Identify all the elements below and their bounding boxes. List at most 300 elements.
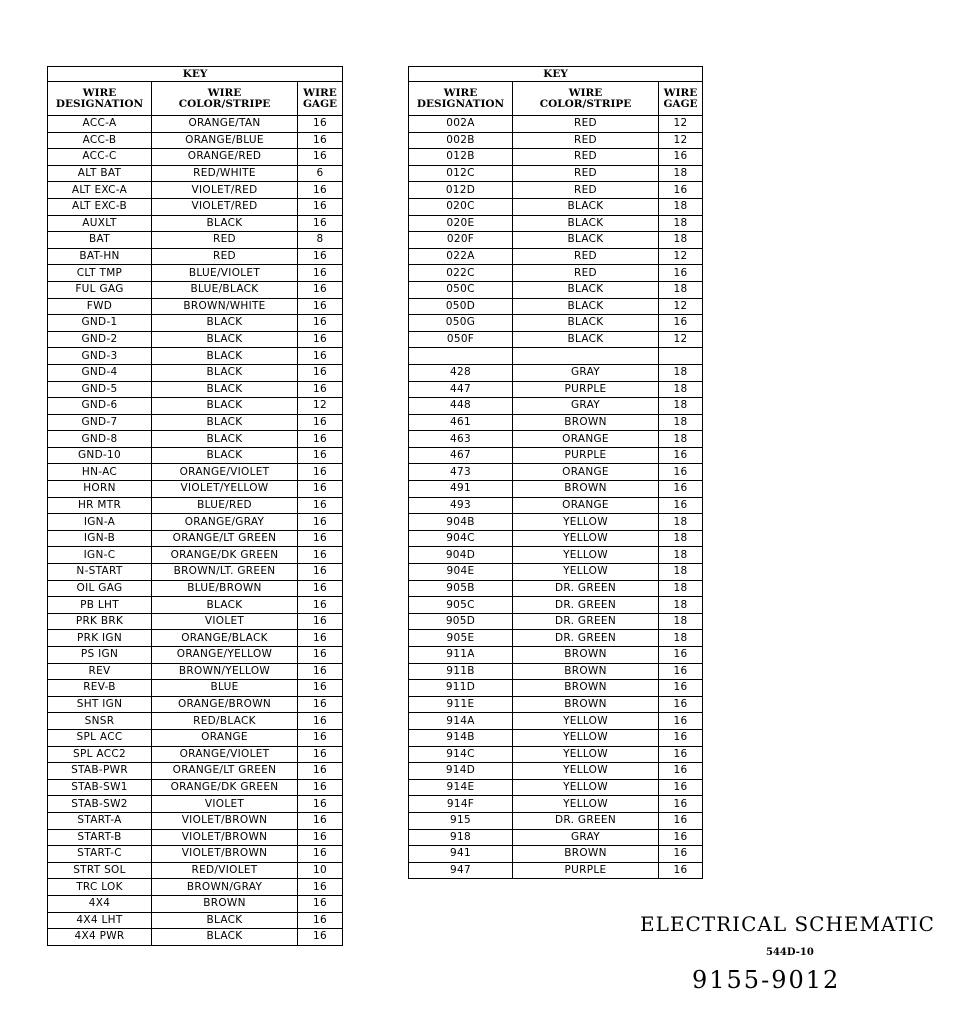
wire-designation-cell: 002A — [409, 116, 513, 133]
wire-color-cell: ORANGE/TAN — [152, 116, 298, 133]
table-row — [409, 846, 703, 863]
wire-color-cell: DR. GREEN — [513, 812, 659, 829]
table-row — [48, 182, 343, 199]
wire-designation-cell: STAB-SW2 — [48, 796, 152, 813]
wire-color-cell: ORANGE/DK GREEN — [152, 779, 298, 796]
wire-color-cell: YELLOW — [513, 713, 659, 730]
wire-designation-cell: IGN-C — [48, 547, 152, 564]
wire-gage-cell: 16 — [298, 265, 343, 282]
wire-designation-cell: PB LHT — [48, 597, 152, 614]
wire-color-cell: BLACK — [513, 232, 659, 249]
table-row — [409, 829, 703, 846]
wire-designation-cell: ACC-B — [48, 132, 152, 149]
wire-designation-cell: 022A — [409, 248, 513, 265]
wire-gage-cell: 16 — [659, 796, 703, 813]
wire-designation-cell: 914D — [409, 763, 513, 780]
wire-gage-cell: 16 — [298, 746, 343, 763]
wire-designation-cell: ALT EXC-B — [48, 198, 152, 215]
table-row — [48, 895, 343, 912]
wire-color-cell: BLACK — [152, 431, 298, 448]
table-row — [48, 431, 343, 448]
wire-color-cell: BLACK — [513, 215, 659, 232]
wire-designation-cell: 050F — [409, 331, 513, 348]
table-row — [48, 564, 343, 581]
wire-designation-cell: FWD — [48, 298, 152, 315]
table-row — [409, 530, 703, 547]
wire-gage-cell: 16 — [298, 381, 343, 398]
table-row — [409, 729, 703, 746]
wire-color-cell: RED — [152, 248, 298, 265]
wire-color-cell: BLACK — [152, 929, 298, 946]
wire-color-cell: BROWN — [513, 647, 659, 664]
wire-gage-cell: 18 — [659, 198, 703, 215]
wire-color-cell: RED — [513, 248, 659, 265]
wire-designation-cell: 904E — [409, 564, 513, 581]
col-header-gage: WIRE GAGE — [298, 82, 343, 116]
table-row — [409, 597, 703, 614]
wire-gage-cell: 16 — [659, 680, 703, 697]
table-row — [48, 331, 343, 348]
wire-gage-cell — [659, 348, 703, 365]
wire-gage-cell: 18 — [659, 547, 703, 564]
wire-color-cell: ORANGE/YELLOW — [152, 647, 298, 664]
wire-color-cell: VIOLET — [152, 613, 298, 630]
wire-color-cell: ORANGE — [513, 464, 659, 481]
wire-color-cell: YELLOW — [513, 514, 659, 531]
table-row — [409, 696, 703, 713]
wire-gage-cell: 12 — [659, 116, 703, 133]
table-row — [48, 547, 343, 564]
wire-color-cell: BLACK — [513, 198, 659, 215]
table-row — [409, 613, 703, 630]
wire-color-cell: ORANGE/VIOLET — [152, 746, 298, 763]
wire-color-cell: RED — [513, 165, 659, 182]
wire-gage-cell: 16 — [298, 182, 343, 199]
table-row — [409, 381, 703, 398]
wire-designation-cell: FUL GAG — [48, 281, 152, 298]
wire-designation-cell: REV — [48, 663, 152, 680]
wire-gage-cell: 16 — [659, 149, 703, 166]
wire-color-cell: BLACK — [152, 912, 298, 929]
wire-designation-cell: 463 — [409, 431, 513, 448]
wire-color-cell: YELLOW — [513, 796, 659, 813]
wire-color-cell: ORANGE/RED — [152, 149, 298, 166]
wire-designation-cell: 428 — [409, 364, 513, 381]
wire-designation-cell: PRK BRK — [48, 613, 152, 630]
wire-gage-cell: 16 — [298, 929, 343, 946]
wire-designation-cell: SNSR — [48, 713, 152, 730]
table-row — [409, 232, 703, 249]
wire-gage-cell: 16 — [298, 580, 343, 597]
wire-color-cell: ORANGE — [513, 497, 659, 514]
wire-gage-cell: 18 — [659, 398, 703, 415]
wire-gage-cell: 16 — [659, 713, 703, 730]
wire-gage-cell: 16 — [298, 846, 343, 863]
table-row — [48, 165, 343, 182]
wire-designation-cell: 911E — [409, 696, 513, 713]
wire-color-cell: BLACK — [152, 447, 298, 464]
table-row — [409, 182, 703, 199]
table-row — [48, 796, 343, 813]
wire-gage-cell: 16 — [298, 696, 343, 713]
wire-gage-cell: 12 — [659, 331, 703, 348]
table-row — [409, 862, 703, 879]
wire-gage-cell: 16 — [298, 248, 343, 265]
wire-designation-cell: 904B — [409, 514, 513, 531]
wire-color-cell: VIOLET/BROWN — [152, 846, 298, 863]
table-row — [409, 779, 703, 796]
wire-designation-cell: BAT — [48, 232, 152, 249]
wire-gage-cell: 16 — [298, 630, 343, 647]
wire-color-cell: VIOLET — [152, 796, 298, 813]
wire-color-cell: ORANGE/BROWN — [152, 696, 298, 713]
wire-designation-cell: BAT-HN — [48, 248, 152, 265]
wire-key-table-right — [408, 66, 703, 879]
wire-designation-cell: HORN — [48, 481, 152, 498]
table-row — [409, 348, 703, 365]
table-row — [409, 763, 703, 780]
table-row — [409, 564, 703, 581]
wire-gage-cell: 18 — [659, 630, 703, 647]
wire-designation-cell: SPL ACC — [48, 729, 152, 746]
wire-color-cell: YELLOW — [513, 763, 659, 780]
wire-color-cell: BROWN/GRAY — [152, 879, 298, 896]
wire-color-cell: RED — [513, 182, 659, 199]
wire-gage-cell: 16 — [298, 597, 343, 614]
wire-gage-cell: 16 — [659, 812, 703, 829]
wire-gage-cell: 16 — [298, 364, 343, 381]
table-row — [409, 398, 703, 415]
wire-color-cell: YELLOW — [513, 547, 659, 564]
wire-gage-cell: 16 — [298, 132, 343, 149]
wire-designation-cell: HR MTR — [48, 497, 152, 514]
wire-designation-cell: IGN-A — [48, 514, 152, 531]
wire-color-cell: YELLOW — [513, 746, 659, 763]
wire-designation-cell: SHT IGN — [48, 696, 152, 713]
wire-color-cell: RED/WHITE — [152, 165, 298, 182]
wire-gage-cell: 16 — [298, 348, 343, 365]
wire-color-cell: ORANGE/GRAY — [152, 514, 298, 531]
wire-designation-cell: 4X4 PWR — [48, 929, 152, 946]
wire-designation-cell: 914A — [409, 713, 513, 730]
wire-color-cell: BROWN — [152, 895, 298, 912]
wire-designation-cell: PS IGN — [48, 647, 152, 664]
table-row — [48, 248, 343, 265]
wire-designation-cell: 911B — [409, 663, 513, 680]
wire-color-cell — [513, 348, 659, 365]
wire-gage-cell: 16 — [659, 746, 703, 763]
wire-gage-cell: 16 — [659, 829, 703, 846]
wire-color-cell: BLACK — [152, 348, 298, 365]
wire-designation-cell: REV-B — [48, 680, 152, 697]
wire-gage-cell: 10 — [298, 862, 343, 879]
wire-color-cell: BROWN — [513, 663, 659, 680]
table-row — [48, 265, 343, 282]
wire-designation-cell: 914B — [409, 729, 513, 746]
wire-color-cell: BLUE — [152, 680, 298, 697]
wire-gage-cell: 16 — [298, 729, 343, 746]
table-row — [48, 398, 343, 415]
wire-gage-cell: 12 — [659, 298, 703, 315]
wire-designation-cell: GND-6 — [48, 398, 152, 415]
wire-color-cell: BROWN/LT. GREEN — [152, 564, 298, 581]
wire-designation-cell: 493 — [409, 497, 513, 514]
wire-gage-cell: 16 — [298, 481, 343, 498]
col-header-color-stripe: WIRE COLOR/STRIPE — [513, 82, 659, 116]
wire-designation-cell: TRC LOK — [48, 879, 152, 896]
table-row — [409, 364, 703, 381]
wire-color-cell: BLACK — [152, 597, 298, 614]
wire-gage-cell: 16 — [298, 895, 343, 912]
wire-color-cell: BLUE/BLACK — [152, 281, 298, 298]
wire-designation-cell: 473 — [409, 464, 513, 481]
col-header-color-stripe: WIRE COLOR/STRIPE — [152, 82, 298, 116]
col-header-gage: WIRE GAGE — [659, 82, 703, 116]
wire-designation-cell: ACC-C — [48, 149, 152, 166]
wire-designation-cell: 020E — [409, 215, 513, 232]
wire-designation-cell: OIL GAG — [48, 580, 152, 597]
wire-designation-cell: 448 — [409, 398, 513, 415]
wire-designation-cell: 915 — [409, 812, 513, 829]
wire-designation-cell: 002B — [409, 132, 513, 149]
wire-color-cell: YELLOW — [513, 729, 659, 746]
wire-gage-cell: 16 — [298, 713, 343, 730]
table-row — [48, 580, 343, 597]
wire-gage-cell: 18 — [659, 613, 703, 630]
table-row — [409, 663, 703, 680]
wire-color-cell: BROWN — [513, 680, 659, 697]
wire-gage-cell: 16 — [298, 116, 343, 133]
wire-designation-cell: 914F — [409, 796, 513, 813]
table-row — [409, 265, 703, 282]
wire-designation-cell: 911D — [409, 680, 513, 697]
wire-gage-cell: 16 — [659, 846, 703, 863]
wire-gage-cell: 16 — [298, 281, 343, 298]
wire-gage-cell: 16 — [298, 464, 343, 481]
wire-gage-cell: 16 — [298, 431, 343, 448]
wire-designation-cell: 050G — [409, 315, 513, 332]
table-row — [48, 663, 343, 680]
wire-gage-cell: 8 — [298, 232, 343, 249]
table-row — [48, 530, 343, 547]
table-row — [409, 796, 703, 813]
wire-designation-cell: ALT EXC-A — [48, 182, 152, 199]
table-row — [48, 215, 343, 232]
table-row — [48, 862, 343, 879]
table-row — [48, 713, 343, 730]
wire-gage-cell: 16 — [298, 547, 343, 564]
wire-color-cell: BROWN — [513, 414, 659, 431]
table-row — [48, 912, 343, 929]
wire-gage-cell: 16 — [298, 514, 343, 531]
wire-color-cell: ORANGE — [513, 431, 659, 448]
table-row — [48, 597, 343, 614]
drawing-number: 9155-9012 — [692, 966, 841, 994]
wire-gage-cell: 16 — [298, 331, 343, 348]
table-row — [48, 746, 343, 763]
wire-gage-cell: 16 — [659, 696, 703, 713]
wire-gage-cell: 16 — [298, 564, 343, 581]
wire-designation-cell: ALT BAT — [48, 165, 152, 182]
wire-gage-cell: 18 — [659, 414, 703, 431]
wire-color-cell: VIOLET/RED — [152, 182, 298, 199]
table-row — [409, 248, 703, 265]
wire-gage-cell: 16 — [659, 729, 703, 746]
wire-gage-cell: 16 — [659, 763, 703, 780]
table-row — [48, 696, 343, 713]
wire-designation-cell: GND-2 — [48, 331, 152, 348]
wire-gage-cell: 18 — [659, 580, 703, 597]
wire-gage-cell: 18 — [659, 281, 703, 298]
table-row — [409, 298, 703, 315]
wire-designation-cell: STRT SOL — [48, 862, 152, 879]
wire-designation-cell: SPL ACC2 — [48, 746, 152, 763]
wire-gage-cell: 16 — [659, 647, 703, 664]
wire-designation-cell: 012C — [409, 165, 513, 182]
wire-color-cell: RED — [152, 232, 298, 249]
wire-gage-cell: 16 — [659, 315, 703, 332]
wire-designation-cell: START-A — [48, 812, 152, 829]
wire-gage-cell: 16 — [298, 215, 343, 232]
table-row — [48, 348, 343, 365]
table-row — [48, 846, 343, 863]
wire-designation-cell: 4X4 LHT — [48, 912, 152, 929]
wire-color-cell: ORANGE/BLUE — [152, 132, 298, 149]
wire-gage-cell: 16 — [298, 497, 343, 514]
table-row — [48, 647, 343, 664]
wire-gage-cell: 16 — [298, 796, 343, 813]
wire-designation-cell: 914E — [409, 779, 513, 796]
wire-key-table-left — [47, 66, 343, 946]
table-row — [409, 215, 703, 232]
wire-color-cell: BLUE/BROWN — [152, 580, 298, 597]
wire-color-cell: DR. GREEN — [513, 630, 659, 647]
wire-gage-cell: 16 — [659, 779, 703, 796]
table-row — [409, 447, 703, 464]
table-row — [48, 149, 343, 166]
wire-color-cell: ORANGE/BLACK — [152, 630, 298, 647]
wire-gage-cell: 16 — [298, 647, 343, 664]
wire-designation-cell: 911A — [409, 647, 513, 664]
wire-designation-cell: 012D — [409, 182, 513, 199]
wire-color-cell: ORANGE/VIOLET — [152, 464, 298, 481]
wire-designation-cell: START-B — [48, 829, 152, 846]
wire-color-cell: DR. GREEN — [513, 613, 659, 630]
wire-gage-cell: 12 — [659, 132, 703, 149]
wire-designation-cell: 918 — [409, 829, 513, 846]
wire-designation-cell: N-START — [48, 564, 152, 581]
table-row — [409, 132, 703, 149]
table-row — [48, 829, 343, 846]
wire-gage-cell: 6 — [298, 165, 343, 182]
table-row — [409, 497, 703, 514]
wire-color-cell: BLACK — [513, 281, 659, 298]
wire-designation-cell: ACC-A — [48, 116, 152, 133]
wire-color-cell: ORANGE/DK GREEN — [152, 547, 298, 564]
wire-gage-cell: 18 — [659, 597, 703, 614]
wire-color-cell: ORANGE/LT GREEN — [152, 763, 298, 780]
wire-designation-cell: GND-7 — [48, 414, 152, 431]
wire-gage-cell: 16 — [298, 812, 343, 829]
wire-designation-cell: PRK IGN — [48, 630, 152, 647]
table-row — [409, 547, 703, 564]
wire-color-cell: RED — [513, 149, 659, 166]
table-row — [48, 298, 343, 315]
wire-color-cell: RED — [513, 265, 659, 282]
wire-color-cell: BLACK — [152, 315, 298, 332]
table-row — [409, 198, 703, 215]
wire-designation-cell: AUXLT — [48, 215, 152, 232]
wire-gage-cell: 16 — [298, 447, 343, 464]
wire-color-cell: YELLOW — [513, 779, 659, 796]
wire-color-cell: ORANGE/LT GREEN — [152, 530, 298, 547]
table-row — [409, 116, 703, 133]
wire-color-cell: YELLOW — [513, 530, 659, 547]
wire-gage-cell: 16 — [659, 497, 703, 514]
table-row — [409, 812, 703, 829]
wire-gage-cell: 18 — [659, 381, 703, 398]
wire-designation-cell: STAB-PWR — [48, 763, 152, 780]
table-row — [48, 613, 343, 630]
table-row — [48, 514, 343, 531]
wire-gage-cell: 16 — [298, 315, 343, 332]
wire-designation-cell: 914C — [409, 746, 513, 763]
wire-designation-cell: 050D — [409, 298, 513, 315]
wire-designation-cell: 447 — [409, 381, 513, 398]
table-row — [409, 281, 703, 298]
table-row — [409, 713, 703, 730]
wire-color-cell: GRAY — [513, 829, 659, 846]
wire-designation-cell: 461 — [409, 414, 513, 431]
wire-gage-cell: 12 — [659, 248, 703, 265]
table-row — [48, 447, 343, 464]
wire-color-cell: BLACK — [152, 215, 298, 232]
wire-color-cell: DR. GREEN — [513, 580, 659, 597]
table-row — [48, 232, 343, 249]
wire-color-cell: BROWN — [513, 846, 659, 863]
table-row — [48, 929, 343, 946]
table-row — [48, 630, 343, 647]
wire-designation-cell: START-C — [48, 846, 152, 863]
wire-color-cell: BLACK — [152, 364, 298, 381]
wire-gage-cell: 18 — [659, 364, 703, 381]
wire-designation-cell: 022C — [409, 265, 513, 282]
wire-color-cell: ORANGE — [152, 729, 298, 746]
wire-gage-cell: 16 — [659, 447, 703, 464]
wire-color-cell: BLACK — [152, 331, 298, 348]
col-header-designation: WIRE DESIGNATION — [48, 82, 152, 116]
wire-color-cell: GRAY — [513, 364, 659, 381]
wire-gage-cell: 16 — [659, 265, 703, 282]
wire-designation-cell: CLT TMP — [48, 265, 152, 282]
wire-color-cell: BLUE/VIOLET — [152, 265, 298, 282]
wire-color-cell: BLACK — [152, 398, 298, 415]
table-row — [48, 116, 343, 133]
wire-gage-cell: 16 — [659, 663, 703, 680]
wire-gage-cell: 16 — [298, 298, 343, 315]
wire-designation-cell: 941 — [409, 846, 513, 863]
table-row — [48, 414, 343, 431]
wire-designation-cell: 905B — [409, 580, 513, 597]
wire-gage-cell: 16 — [298, 829, 343, 846]
wire-gage-cell: 16 — [298, 613, 343, 630]
table-row — [409, 331, 703, 348]
wire-gage-cell: 18 — [659, 564, 703, 581]
table-row — [409, 464, 703, 481]
wire-designation-cell: 020F — [409, 232, 513, 249]
table-row — [409, 414, 703, 431]
wire-color-cell: YELLOW — [513, 564, 659, 581]
